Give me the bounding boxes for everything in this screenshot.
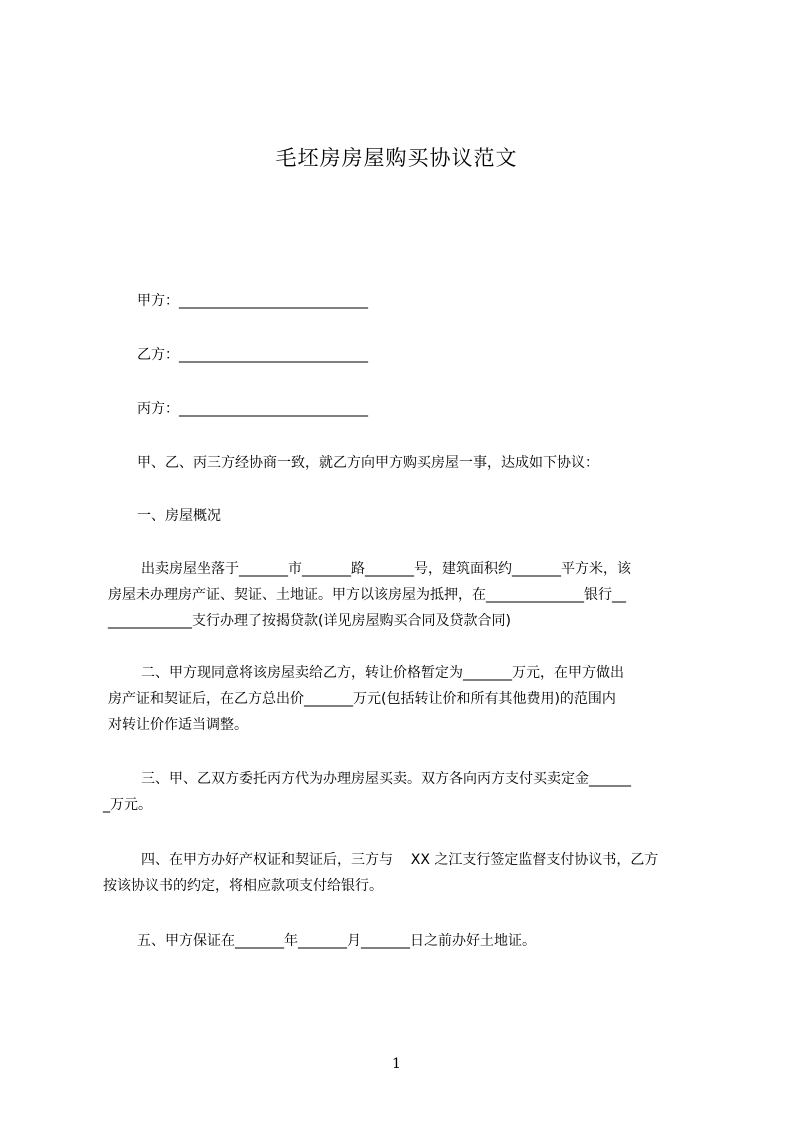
page-number: 1 bbox=[392, 1056, 401, 1072]
party-a-line: 甲方：___________________________ bbox=[137, 293, 368, 309]
party-b-line: 乙方：___________________________ bbox=[137, 347, 368, 363]
section-5-line: 五、甲方保证在_______年_______月_______日之前办好土地证。 bbox=[137, 933, 536, 949]
section-3-line-1: 三、甲、乙双方委托丙方代为办理房屋买卖。双方各向丙方支付买卖定金______ bbox=[141, 771, 631, 787]
section-2-line-3: 对转让价作适当调整。 bbox=[108, 717, 248, 733]
party-c-line: 丙方：___________________________ bbox=[137, 401, 368, 417]
page-title: 毛坯房房屋购买协议范文 bbox=[275, 146, 518, 170]
section-2-line-1: 二、甲方现同意将该房屋卖给乙方，转让价格暂定为_______万元，在甲方做出 bbox=[141, 665, 624, 681]
section-1-line-2: 房屋未办理房产证、契证、土地证。甲方以该房屋为抵押，在______________银行__ bbox=[108, 587, 626, 603]
intro-paragraph: 甲、乙、丙三方经协商一致，就乙方向甲方购买房屋一事，达成如下协议： bbox=[137, 455, 599, 471]
section-2-line-2: 房产证和契证后，在乙方总出价_______万元(包括转让价和所有其他费用)的范围内 bbox=[108, 691, 616, 707]
section-1-line-3: ____________支行办理了按揭贷款(详见房屋购买合同及贷款合同) bbox=[108, 613, 511, 629]
section-4-line-2: 按该协议书的约定，将相应款项支付给银行。 bbox=[103, 878, 383, 894]
section-1-line-1: 出卖房屋坐落于_______市_______路_______号，建筑面积约_______平方米，该 bbox=[141, 561, 631, 577]
section-3-line-2: _万元。 bbox=[103, 797, 152, 813]
section-1-heading: 一、房屋概况 bbox=[137, 508, 221, 524]
section-4-line-1: 四、在甲方办好产权证和契证后，三方与 XX 之江支行签定监督支付协议书，乙方 bbox=[141, 852, 659, 868]
